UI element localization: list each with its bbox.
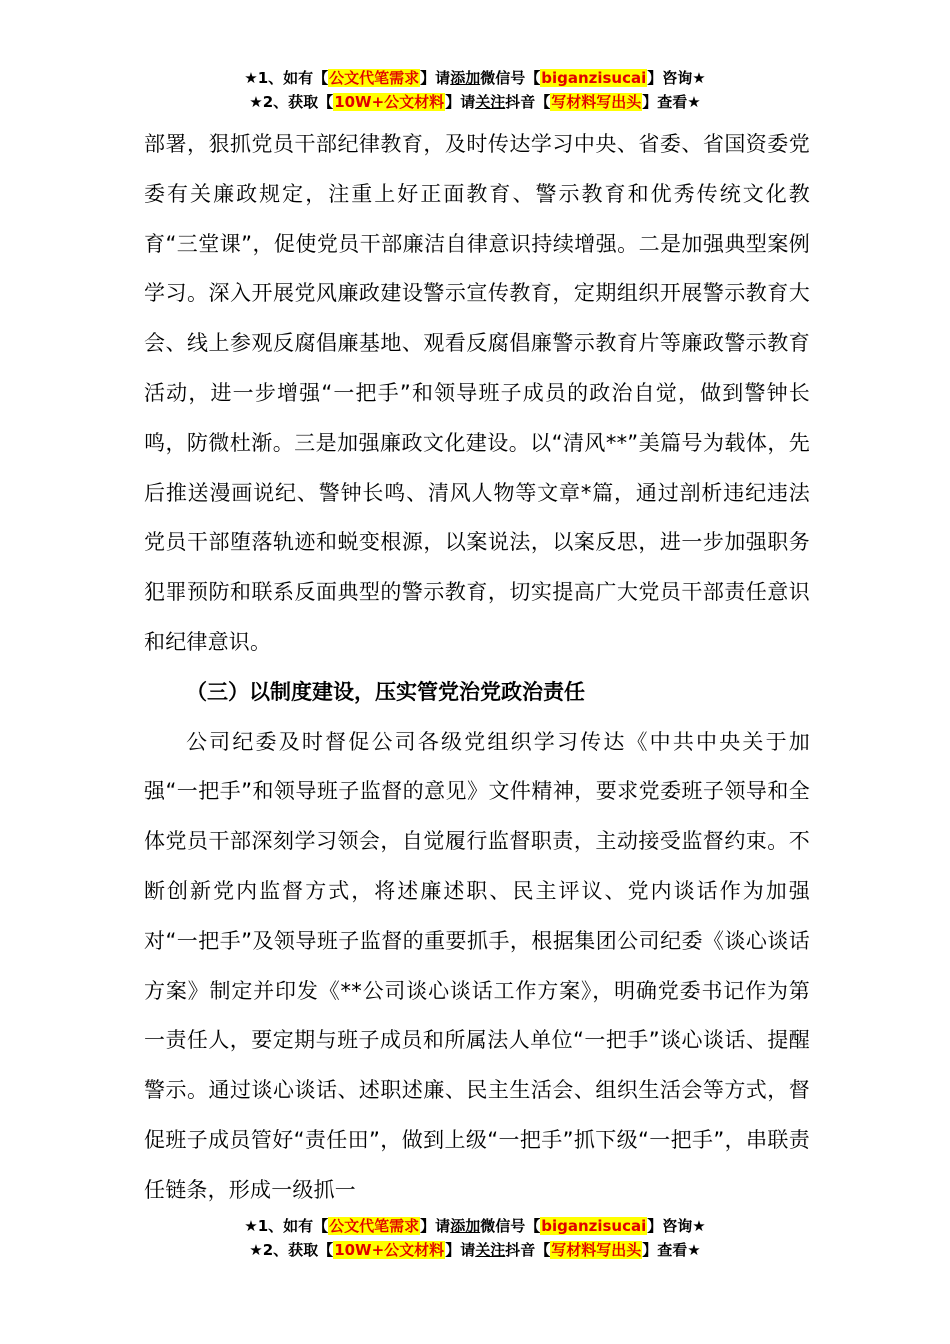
paragraph-2: 公司纪委及时督促公司各级党组织学习传达《中共中央关于加强“一把手”和领导班子监督的意见》文件精神，要求党委班子领导和全体党员干部深刻学习领会，自觉履行监督职责，主动接受监督约束。不断创新党内监督方式，将述廉述职、民主评议、党内谈话作为加强对“一把手”及领导班子监督的重要抓手，根据集团公司纪委《谈心谈话方案》制定并印发《**公司谈心谈话工作方案》，明确党委书记作为第一责任人，要定期与班子成员和所属法人单位“一把手”谈心谈话、提醒警示。通过谈心谈话、述职述廉、民主生活会、组织生活会等方式，督促班子成员管好“责任田”，做到上级“一把手”抓下级“一把手”，串联责任链条，形成一级抓一: [144, 729, 810, 1202]
banner-line-1: [0, 1214, 950, 1238]
banner-underlined: 关注: [475, 93, 506, 111]
banner-wechat-id: biganzisucai: [541, 69, 647, 87]
banner-text: 】请: [420, 1217, 451, 1235]
banner-text: ★2、获取【: [249, 1241, 334, 1259]
banner-wechat-id: biganzisucai: [541, 1217, 647, 1235]
banner-text: 抖音【: [505, 1241, 551, 1259]
banner-text: 微信号【: [480, 69, 541, 87]
paragraph-1: 部署，狠抓党员干部纪律教育，及时传达学习中央、省委、省国资委党委有关廉政规定，注重上好正面教育、警示教育和优秀传统文化教育“三堂课”，促使党员干部廉洁自律意识持续增强。二是加强典型案例学习。深入开展党风廉政建设警示宣传教育，定期组织开展警示教育大会、线上参观反腐倡廉基地、观看反腐倡廉警示教育片等廉政警示教育活动，进一步增强“一把手”和领导班子成员的政治自觉，做到警钟长鸣，防微杜渐。三是加强廉政文化建设。以“清风**”美篇号为载体，先后推送漫画说纪、警钟长鸣、清风人物等文章*篇，通过剖析违纪违法党员干部堕落轨迹和蜕变根源，以案说法，以案反思，进一步加强职务犯罪预防和联系反面典型的警示教育，切实提高广大党员干部责任意识和纪律意识。: [144, 132, 810, 654]
banner-underlined: 添加: [450, 1217, 481, 1235]
banner-highlight: 10W+公文材料: [334, 93, 445, 111]
banner-douyin-id: 写材料写出头: [551, 93, 642, 111]
banner-text: ★1、如有【: [244, 1217, 329, 1235]
banner-text: 】咨询★: [647, 1217, 706, 1235]
banner-underlined: 添加: [450, 69, 481, 87]
banner-text: 微信号【: [480, 1217, 541, 1235]
bottom-banner: [0, 1214, 950, 1262]
banner-text: ★2、获取【: [249, 93, 334, 111]
banner-text: ★1、如有【: [244, 69, 329, 87]
banner-text: 】请: [445, 1241, 476, 1259]
banner-line-2: [0, 1238, 950, 1262]
banner-text: 】查看★: [642, 93, 701, 111]
banner-text: 】咨询★: [647, 69, 706, 87]
banner-douyin-id: 写材料写出头: [551, 1241, 642, 1259]
banner-highlight: 公文代笔需求: [329, 69, 420, 87]
top-banner: [0, 66, 950, 114]
banner-highlight: 公文代笔需求: [329, 1217, 420, 1235]
document-body: [144, 120, 810, 1216]
banner-highlight: 10W+公文材料: [334, 1241, 445, 1259]
section-heading: （三）以制度建设，压实管党治党政治责任: [186, 679, 585, 704]
banner-underlined: 关注: [475, 1241, 506, 1259]
banner-text: 】请: [445, 93, 476, 111]
banner-line-2: [0, 90, 950, 114]
banner-text: 】请: [420, 69, 451, 87]
banner-text: 】查看★: [642, 1241, 701, 1259]
banner-line-1: [0, 66, 950, 90]
banner-text: 抖音【: [505, 93, 551, 111]
